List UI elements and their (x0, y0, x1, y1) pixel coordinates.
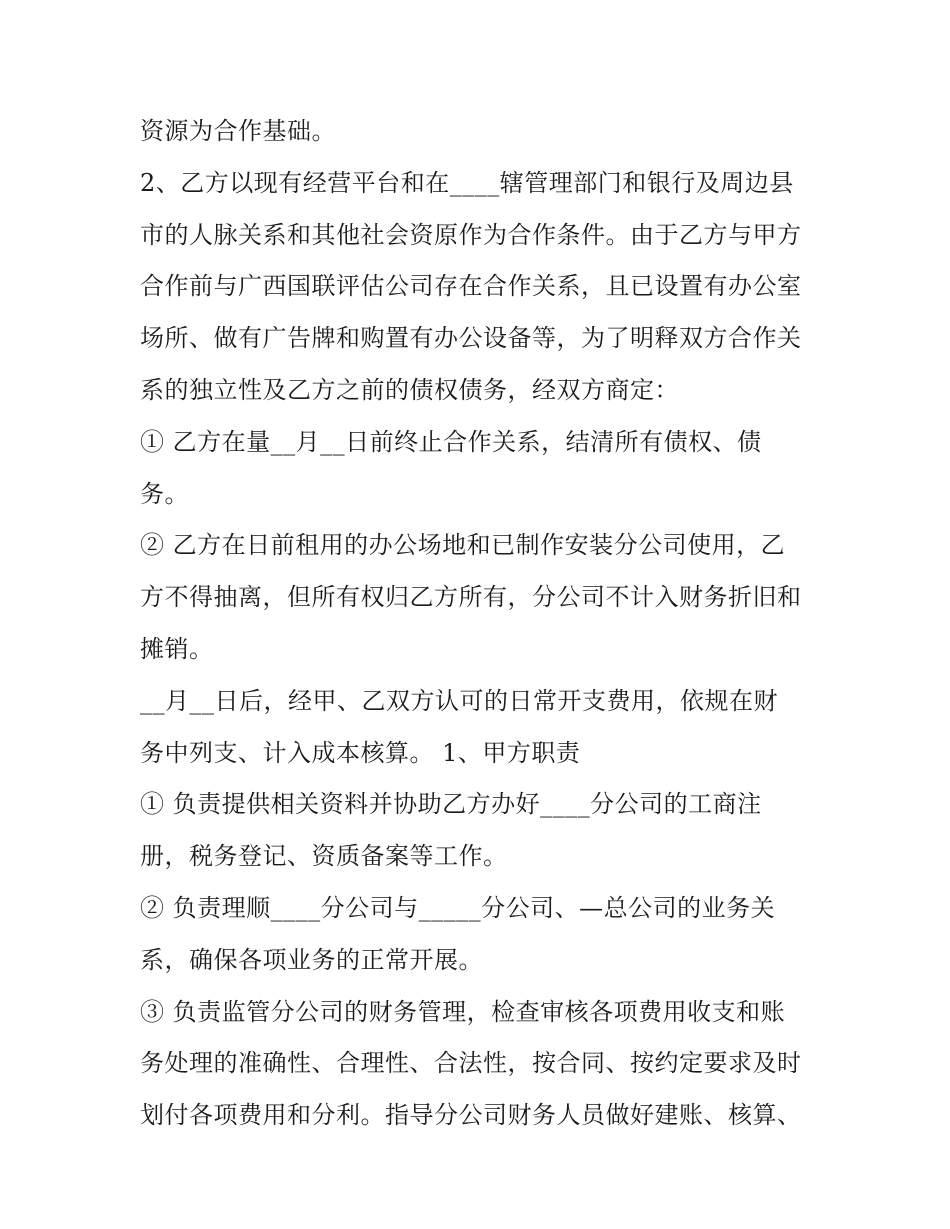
text-line: __月__日后，经甲、乙双方认可的日常开支费用，依规在财 (140, 686, 778, 715)
text-line: ② 乙方在日前租用的办公场地和已制作安装分公司使用，乙 (140, 531, 786, 560)
text-line: 资源为合作基础。 (140, 117, 336, 145)
text-line: 摊销。 (140, 634, 214, 663)
text-line: ① 负责提供相关资料并协助乙方办好____分公司的工商注 (140, 790, 762, 819)
text-line: 务。 (140, 479, 189, 508)
document-body (140, 106, 840, 1142)
text-line: ① 乙方在量__月__日前终止合作关系，结清所有债权、债 (140, 427, 762, 456)
text-line: 场所、做有广告牌和购置有办公设备等，为了明释双方合作关 (140, 324, 802, 353)
text-line: 方不得抽离，但所有权归乙方所有，分公司不计入财务折旧和 (140, 583, 802, 612)
text-line: 系，确保各项业务的正常开展。 (140, 945, 483, 974)
text-line: 系的独立性及乙方之前的债权债务，经双方商定： (140, 375, 679, 404)
text-line: 务中列支、计入成本核算。 1、甲方职责 (140, 738, 581, 767)
text-line: 务处理的准确性、合理性、合法性，按合同、按约定要求及时 (140, 1049, 802, 1078)
text-line: 划付各项费用和分利。指导分公司财务人员做好建账、核算、 (140, 1101, 802, 1130)
text-line: ③ 负责监管分公司的财务管理，检查审核各项费用收支和账 (140, 997, 786, 1026)
text-line: 2、乙方以现有经营平台和在____辖管理部门和银行及周边县 (140, 168, 794, 197)
text-line: 册，税务登记、资质备案等工作。 (140, 842, 508, 871)
text-line: 合作前与广西国联评估公司存在合作关系，且已设置有办公室 (140, 272, 802, 301)
text-line: ② 负责理顺____分公司与_____分公司、—总公司的业务关 (140, 893, 776, 922)
text-line: 市的人脉关系和其他社会资原作为合作条件。由于乙方与甲方 (140, 220, 802, 249)
